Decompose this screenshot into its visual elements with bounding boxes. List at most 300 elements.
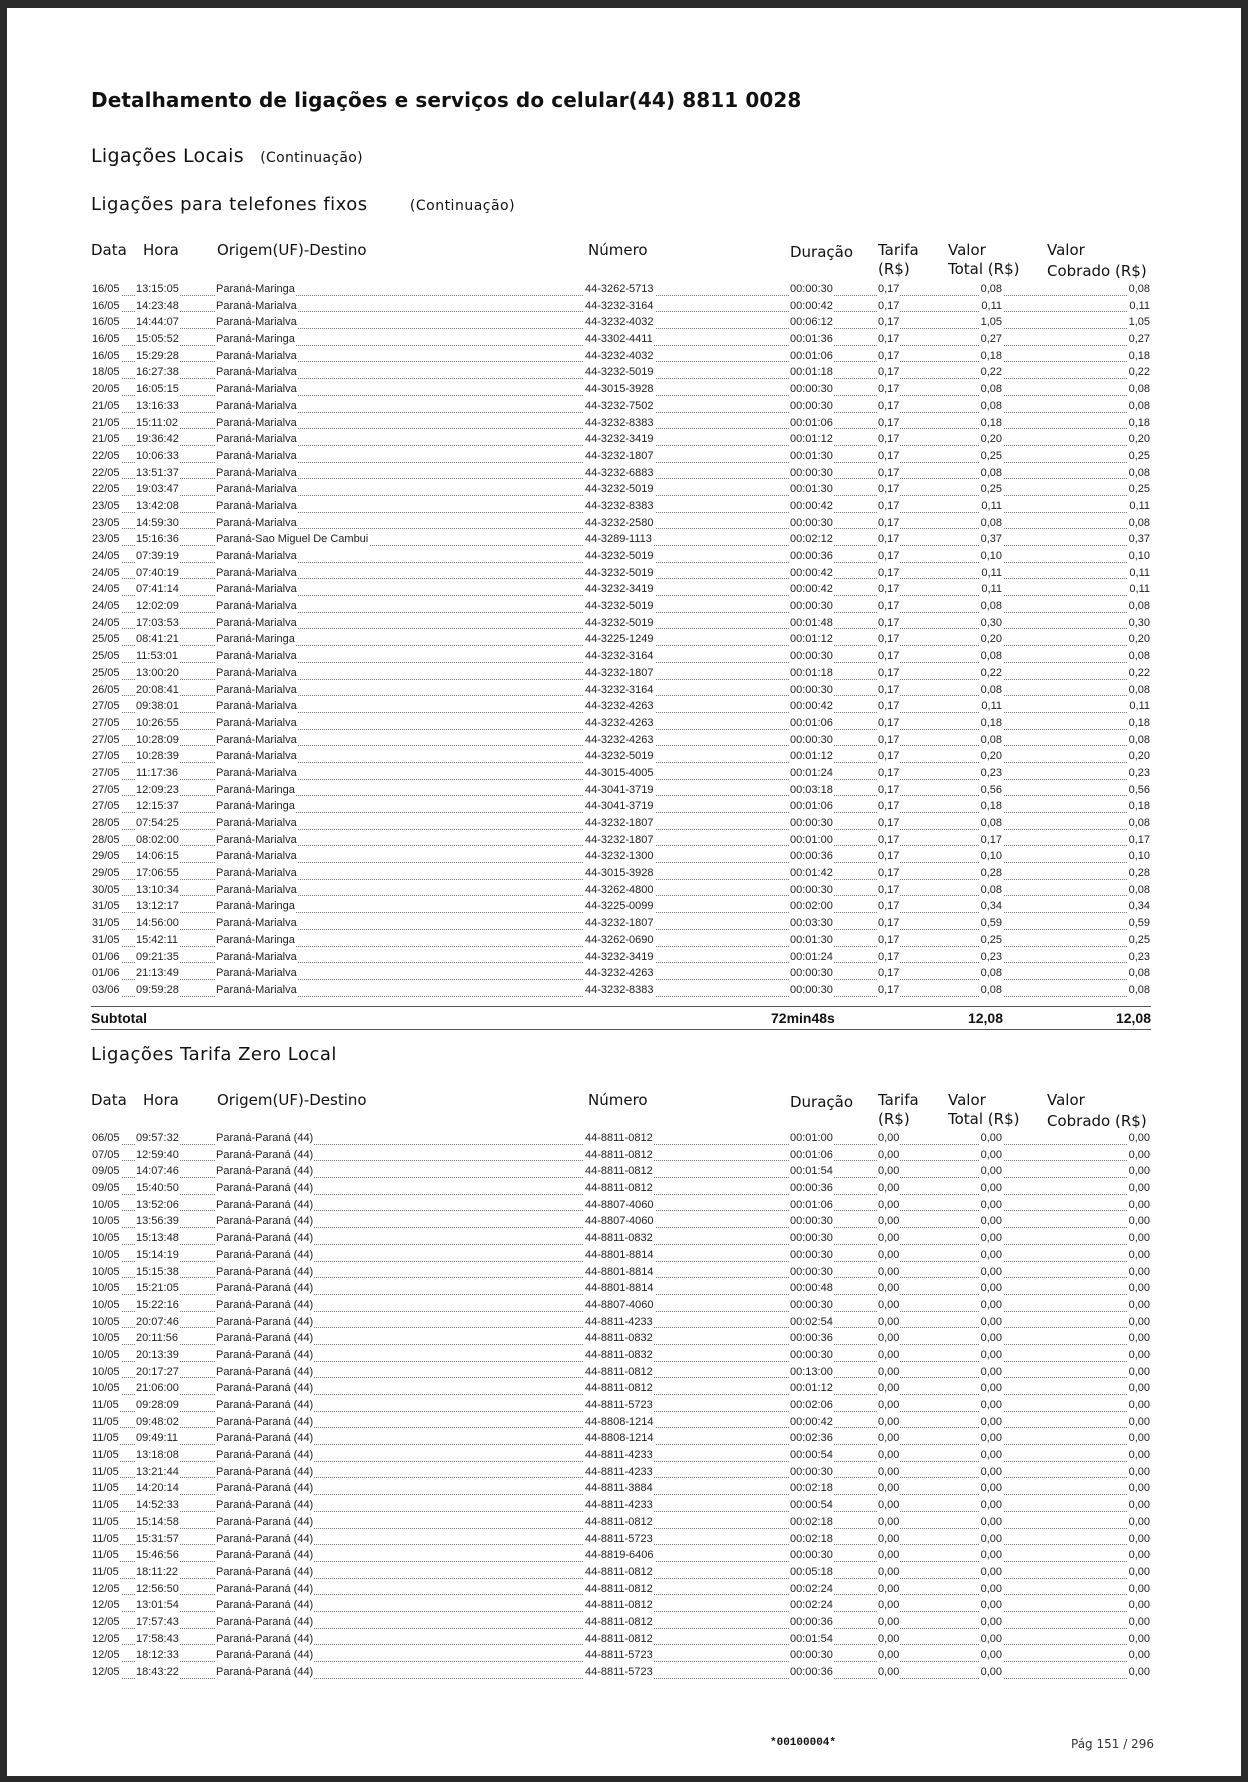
cell-numero: 44-3232-8383 (585, 983, 654, 996)
cell-origem: Paraná-Paraná (44) (216, 1315, 314, 1328)
subtotal-valor-total: 12,08 (967, 1010, 1003, 1026)
cell-valor-cobrado: 0,10 (1128, 850, 1150, 863)
table-row (91, 849, 1151, 866)
cell-tarifa: 0,17 (878, 933, 900, 946)
subtotal-duracao: 72min48s (771, 1010, 835, 1026)
cell-data: 12/05 (92, 1615, 120, 1628)
cell-numero: 44-8811-5723 (585, 1649, 653, 1662)
table-row (91, 582, 1151, 599)
cell-origem: Paraná-Paraná (44) (216, 1565, 314, 1578)
cell-hora: 09:57:32 (136, 1132, 179, 1144)
cell-valor-cobrado: 0,00 (1128, 1615, 1150, 1628)
cell-numero: 44-3232-3419 (585, 950, 654, 963)
cell-origem: Paraná-Paraná (44) (216, 1515, 314, 1528)
cell-numero: 44-8811-5723 (585, 1532, 653, 1545)
cell-duracao: 00:01:24 (790, 766, 833, 779)
cell-valor-cobrado: 0,17 (1128, 833, 1150, 846)
cell-numero: 44-3232-4263 (585, 967, 654, 980)
cell-valor-total: 0,08 (980, 650, 1002, 663)
cell-origem: Paraná-Marialva (216, 483, 297, 496)
cell-numero: 44-8811-0812 (585, 1615, 653, 1628)
cell-duracao: 00:01:24 (790, 950, 833, 963)
cell-duracao: 00:00:36 (790, 1332, 833, 1345)
cell-hora: 09:49:11 (136, 1432, 179, 1445)
cell-hora: 20:11:56 (136, 1332, 179, 1345)
cell-valor-total: 0,27 (980, 333, 1002, 346)
cell-origem: Paraná-Marialva (216, 583, 297, 596)
table-row (91, 716, 1151, 733)
cell-hora: 15:14:58 (136, 1515, 179, 1528)
cell-valor-cobrado: 0,00 (1128, 1415, 1150, 1428)
col-data: Data (91, 1091, 127, 1109)
cell-hora: 13:56:39 (136, 1215, 179, 1228)
cell-valor-cobrado: 0,18 (1128, 349, 1150, 362)
cell-hora: 13:18:08 (136, 1449, 179, 1462)
cell-hora: 10:28:39 (136, 750, 179, 763)
cell-hora: 21:13:49 (136, 967, 179, 980)
cell-valor-total: 0,00 (980, 1499, 1002, 1512)
cell-tarifa: 0,17 (878, 950, 900, 963)
col-valor-cobrado: Valor (1047, 241, 1085, 259)
cell-valor-total: 0,00 (980, 1282, 1002, 1295)
cell-duracao: 00:01:30 (790, 449, 833, 462)
cell-origem: Paraná-Marialva (216, 449, 297, 462)
cell-valor-cobrado: 0,00 (1128, 1315, 1150, 1328)
cell-data: 11/05 (92, 1515, 119, 1528)
cell-hora: 17:58:43 (136, 1632, 179, 1645)
cell-tarifa: 0,00 (878, 1482, 900, 1495)
cell-tarifa: 0,17 (878, 433, 900, 446)
cell-origem: Paraná-Marialva (216, 716, 297, 729)
table-row (91, 1164, 1151, 1181)
cell-origem: Paraná-Marialva (216, 733, 297, 746)
cell-tarifa: 0,17 (878, 366, 900, 379)
cell-duracao: 00:13:00 (790, 1365, 833, 1378)
cell-origem: Paraná-Paraná (44) (216, 1298, 314, 1311)
cell-tarifa: 0,17 (878, 533, 900, 546)
cell-hora: 18:12:33 (136, 1649, 179, 1662)
cell-numero: 44-3015-3928 (585, 383, 654, 396)
table-row (91, 599, 1151, 616)
cell-numero: 44-3232-5019 (585, 750, 654, 763)
cell-duracao: 00:00:30 (790, 683, 833, 696)
cell-valor-cobrado: 0,00 (1128, 1332, 1150, 1345)
cell-hora: 14:52:33 (136, 1499, 179, 1512)
cell-tarifa: 0,17 (878, 499, 900, 512)
cell-hora: 13:12:17 (136, 900, 179, 913)
cell-valor-cobrado: 0,25 (1128, 449, 1150, 462)
table-row (91, 1582, 1151, 1599)
cell-origem: Paraná-Paraná (44) (216, 1232, 314, 1245)
cell-origem: Paraná-Sao Miguel De Cambui (216, 533, 369, 546)
cell-hora: 14:06:15 (136, 850, 179, 863)
cell-valor-cobrado: 0,00 (1128, 1198, 1150, 1211)
cell-hora: 09:28:09 (136, 1399, 179, 1411)
subtotal-valor-cobrado: 12,08 (1115, 1010, 1151, 1026)
cell-data: 10/05 (92, 1282, 120, 1295)
cell-hora: 08:41:21 (136, 633, 179, 646)
cell-tarifa: 0,17 (878, 800, 900, 813)
cell-data: 16/05 (92, 333, 120, 346)
cell-valor-cobrado: 0,00 (1128, 1532, 1150, 1545)
cell-valor-total: 0,08 (980, 683, 1002, 696)
cell-data: 11/05 (92, 1499, 119, 1512)
cell-numero: 44-3232-6883 (585, 466, 654, 479)
cell-origem: Paraná-Paraná (44) (216, 1499, 314, 1512)
cell-valor-total: 0,00 (980, 1532, 1002, 1545)
col-valor-cobrado: Valor (1047, 1091, 1085, 1109)
cell-hora: 13:52:06 (136, 1198, 179, 1211)
cell-tarifa: 0,17 (878, 399, 900, 412)
table-row (91, 365, 1151, 382)
cell-origem: Paraná-Marialva (216, 967, 297, 980)
cell-duracao: 00:02:12 (790, 533, 833, 546)
cell-numero: 44-3015-4005 (585, 766, 654, 779)
cell-origem: Paraná-Maringa (216, 900, 295, 913)
cell-origem: Paraná-Marialva (216, 650, 297, 663)
table-row (91, 1465, 1151, 1482)
cell-valor-cobrado: 0,59 (1128, 917, 1150, 930)
cell-valor-total: 0,00 (980, 1148, 1002, 1161)
cell-duracao: 00:00:30 (790, 817, 833, 829)
cell-origem: Paraná-Paraná (44) (216, 1449, 314, 1462)
cell-tarifa: 0,17 (878, 349, 900, 362)
cell-origem: Paraná-Marialva (216, 750, 297, 763)
table-row (91, 683, 1151, 700)
cell-data: 24/05 (92, 583, 120, 596)
cell-valor-cobrado: 0,20 (1128, 750, 1150, 763)
cell-tarifa: 0,17 (878, 316, 900, 329)
cell-tarifa: 0,00 (878, 1432, 900, 1445)
cell-tarifa: 0,00 (878, 1565, 900, 1578)
cell-numero: 44-8811-5723 (585, 1666, 653, 1678)
cell-tarifa: 0,17 (878, 550, 900, 562)
cell-hora: 20:13:39 (136, 1348, 179, 1361)
page-number: Pág 151 / 296 (1071, 1737, 1154, 1751)
cell-hora: 15:42:11 (136, 933, 179, 946)
cell-valor-total: 0,00 (980, 1232, 1002, 1245)
cell-tarifa: 0,00 (878, 1148, 900, 1161)
cell-numero: 44-3232-5019 (585, 550, 654, 562)
cell-duracao: 00:00:30 (790, 383, 833, 396)
cell-duracao: 00:05:18 (790, 1565, 833, 1578)
subtotal-label: Subtotal (91, 1010, 147, 1026)
section-title: Ligações Locais (91, 145, 244, 167)
cell-duracao: 00:00:30 (790, 1232, 833, 1245)
cell-hora: 15:11:02 (136, 416, 179, 429)
cell-hora: 07:54:25 (136, 817, 179, 829)
cell-numero: 44-8808-1214 (585, 1432, 654, 1445)
cell-valor-total: 0,00 (980, 1365, 1002, 1378)
cell-numero: 44-3225-0099 (585, 900, 654, 913)
cell-origem: Paraná-Paraná (44) (216, 1549, 314, 1562)
col-tarifa: Tarifa (878, 241, 919, 259)
cell-valor-total: 0,23 (980, 766, 1002, 779)
table-row (91, 466, 1151, 483)
cell-duracao: 00:00:42 (790, 700, 833, 713)
table-row (91, 315, 1151, 332)
cell-data: 07/05 (92, 1148, 120, 1161)
cell-valor-total: 0,08 (980, 883, 1002, 896)
cell-duracao: 00:00:36 (790, 1182, 833, 1195)
cell-valor-cobrado: 0,00 (1128, 1132, 1150, 1144)
cell-valor-total: 0,00 (980, 1399, 1002, 1411)
cell-valor-cobrado: 0,00 (1128, 1649, 1150, 1662)
cell-data: 12/05 (92, 1649, 120, 1662)
table-row (91, 1381, 1151, 1398)
cell-tarifa: 0,17 (878, 900, 900, 913)
cell-tarifa: 0,17 (878, 616, 900, 629)
cell-duracao: 00:00:30 (790, 283, 833, 295)
cell-origem: Paraná-Marialva (216, 616, 297, 629)
cell-hora: 10:06:33 (136, 449, 179, 462)
cell-tarifa: 0,00 (878, 1666, 900, 1678)
cell-valor-total: 0,20 (980, 633, 1002, 646)
col-duracao: Duração (790, 243, 854, 261)
cell-tarifa: 0,00 (878, 1582, 900, 1595)
cell-valor-cobrado: 0,08 (1128, 983, 1150, 996)
cell-valor-total: 0,25 (980, 933, 1002, 946)
cell-data: 28/05 (92, 817, 120, 829)
section-continuation: (Continuação) (260, 150, 363, 166)
cell-valor-total: 0,11 (981, 299, 1002, 312)
table-row (91, 549, 1151, 566)
cell-tarifa: 0,17 (878, 583, 900, 596)
cell-data: 10/05 (92, 1315, 120, 1328)
cell-valor-total: 0,08 (980, 983, 1002, 996)
cell-valor-total: 0,34 (980, 900, 1002, 913)
cell-duracao: 00:03:30 (790, 917, 833, 930)
cell-numero: 44-8811-0812 (585, 1515, 653, 1528)
cell-hora: 13:21:44 (136, 1465, 179, 1478)
cell-numero: 44-3232-4263 (585, 716, 654, 729)
cell-valor-total: 0,00 (980, 1248, 1002, 1261)
cell-numero: 44-3232-5019 (585, 616, 654, 629)
cell-tarifa: 0,17 (878, 650, 900, 663)
cell-origem: Paraná-Paraná (44) (216, 1415, 314, 1428)
cell-origem: Paraná-Paraná (44) (216, 1465, 314, 1478)
cell-data: 10/05 (92, 1265, 120, 1278)
cell-origem: Paraná-Marialva (216, 817, 297, 829)
cell-hora: 13:00:20 (136, 666, 179, 679)
cell-duracao: 00:00:30 (790, 733, 833, 746)
table-row (91, 1632, 1151, 1649)
cell-origem: Paraná-Marialva (216, 516, 297, 529)
cell-tarifa: 0,17 (878, 716, 900, 729)
cell-origem: Paraná-Maringa (216, 333, 295, 346)
cell-duracao: 00:00:30 (790, 1465, 833, 1478)
cell-valor-total: 0,30 (980, 616, 1002, 629)
table-row (91, 749, 1151, 766)
fixos-subtotal (91, 1006, 1151, 1030)
cell-numero: 44-8808-1214 (585, 1415, 654, 1428)
cell-valor-cobrado: 0,00 (1128, 1499, 1150, 1512)
col-valor-cobrado-2: Cobrado (R$) (1047, 1112, 1147, 1130)
cell-data: 31/05 (92, 917, 120, 930)
table-row (91, 983, 1151, 1000)
cell-duracao: 00:00:54 (790, 1449, 833, 1462)
cell-duracao: 00:00:30 (790, 1265, 833, 1278)
col-numero: Número (588, 1091, 648, 1109)
cell-data: 23/05 (92, 499, 120, 512)
cell-tarifa: 0,17 (878, 283, 900, 295)
tarifa-zero-column-header (91, 1090, 1151, 1134)
cell-numero: 44-3232-3419 (585, 433, 654, 446)
cell-data: 01/06 (92, 950, 120, 963)
table-row (91, 1131, 1151, 1148)
cell-data: 11/05 (92, 1415, 119, 1428)
cell-data: 31/05 (92, 933, 120, 946)
cell-tarifa: 0,17 (878, 633, 900, 646)
cell-valor-total: 0,10 (980, 850, 1002, 863)
cell-hora: 18:11:22 (136, 1565, 179, 1578)
cell-valor-total: 0,00 (980, 1315, 1002, 1328)
table-row (91, 933, 1151, 950)
cell-numero: 44-8811-0812 (585, 1148, 653, 1161)
cell-origem: Paraná-Paraná (44) (216, 1399, 314, 1411)
cell-valor-total: 0,11 (981, 499, 1002, 512)
cell-origem: Paraná-Paraná (44) (216, 1332, 314, 1345)
cell-hora: 10:26:55 (136, 716, 179, 729)
cell-duracao: 00:00:36 (790, 550, 833, 562)
col-tarifa: Tarifa (878, 1091, 919, 1109)
cell-valor-total: 0,18 (980, 716, 1002, 729)
cell-valor-cobrado: 0,00 (1128, 1182, 1150, 1195)
cell-valor-cobrado: 0,00 (1128, 1248, 1150, 1261)
cell-numero: 44-3232-5019 (585, 366, 654, 379)
cell-origem: Paraná-Paraná (44) (216, 1532, 314, 1545)
cell-hora: 15:15:38 (136, 1265, 179, 1278)
cell-origem: Paraná-Paraná (44) (216, 1348, 314, 1361)
cell-data: 24/05 (92, 600, 120, 613)
tarifa-zero-title: Ligações Tarifa Zero Local (91, 1044, 337, 1065)
cell-valor-total: 0,08 (980, 516, 1002, 529)
cell-tarifa: 0,17 (878, 750, 900, 763)
cell-origem: Paraná-Marialva (216, 917, 297, 930)
cell-valor-total: 0,00 (980, 1482, 1002, 1495)
cell-duracao: 00:01:06 (790, 349, 833, 362)
table-row (91, 649, 1151, 666)
cell-valor-cobrado: 0,00 (1128, 1265, 1150, 1278)
cell-valor-cobrado: 0,22 (1128, 366, 1150, 379)
col-tarifa-unit: (R$) (878, 260, 910, 278)
cell-origem: Paraná-Paraná (44) (216, 1599, 314, 1612)
cell-numero: 44-8811-0812 (585, 1132, 653, 1144)
cell-valor-cobrado: 0,00 (1128, 1599, 1150, 1612)
cell-duracao: 00:01:06 (790, 1148, 833, 1161)
cell-duracao: 00:01:18 (790, 666, 833, 679)
cell-valor-total: 0,00 (980, 1615, 1002, 1628)
cell-data: 16/05 (92, 299, 120, 312)
cell-numero: 44-3232-1807 (585, 817, 654, 829)
cell-data: 20/05 (92, 383, 120, 396)
cell-tarifa: 0,17 (878, 917, 900, 930)
cell-numero: 44-8811-0812 (585, 1165, 653, 1178)
cell-valor-cobrado: 0,00 (1128, 1282, 1150, 1295)
cell-valor-cobrado: 0,08 (1128, 883, 1150, 896)
cell-data: 12/05 (92, 1632, 120, 1645)
cell-numero: 44-8811-0812 (585, 1565, 653, 1578)
cell-origem: Paraná-Marialva (216, 550, 297, 562)
cell-numero: 44-3232-3419 (585, 583, 654, 596)
cell-hora: 17:06:55 (136, 867, 179, 880)
cell-valor-cobrado: 1,05 (1128, 316, 1150, 329)
cell-valor-total: 0,17 (980, 833, 1002, 846)
cell-duracao: 00:00:30 (790, 399, 833, 412)
cell-data: 27/05 (92, 716, 120, 729)
cell-numero: 44-3262-0690 (585, 933, 654, 946)
cell-hora: 15:46:56 (136, 1549, 179, 1562)
cell-data: 11/05 (92, 1432, 119, 1445)
table-row (91, 632, 1151, 649)
cell-tarifa: 0,00 (878, 1165, 900, 1178)
cell-data: 27/05 (92, 800, 120, 813)
col-numero: Número (588, 241, 648, 259)
cell-valor-total: 0,00 (980, 1215, 1002, 1228)
cell-duracao: 00:00:54 (790, 1499, 833, 1512)
cell-duracao: 00:00:30 (790, 983, 833, 996)
cell-valor-cobrado: 0,00 (1128, 1348, 1150, 1361)
cell-duracao: 00:01:54 (790, 1632, 833, 1645)
cell-tarifa: 0,17 (878, 483, 900, 496)
cell-numero: 44-8811-3884 (585, 1482, 653, 1495)
cell-valor-total: 0,00 (980, 1449, 1002, 1462)
cell-valor-total: 0,08 (980, 399, 1002, 412)
cell-hora: 12:02:09 (136, 600, 179, 613)
cell-duracao: 00:01:36 (790, 333, 833, 346)
cell-numero: 44-3015-3928 (585, 867, 654, 880)
cell-data: 10/05 (92, 1365, 120, 1378)
cell-data: 23/05 (92, 533, 120, 546)
cell-data: 10/05 (92, 1232, 120, 1245)
cell-valor-cobrado: 0,18 (1128, 800, 1150, 813)
cell-hora: 14:07:46 (136, 1165, 179, 1178)
cell-numero: 44-8811-5723 (585, 1399, 653, 1411)
table-row (91, 1148, 1151, 1165)
cell-valor-cobrado: 0,30 (1128, 616, 1150, 629)
col-origem: Origem(UF)-Destino (217, 1091, 367, 1109)
table-row (91, 1231, 1151, 1248)
table-row (91, 1315, 1151, 1332)
cell-tarifa: 0,00 (878, 1332, 900, 1345)
cell-valor-total: 0,00 (980, 1632, 1002, 1645)
cell-valor-total: 0,08 (980, 283, 1002, 295)
cell-duracao: 00:00:30 (790, 1649, 833, 1662)
cell-hora: 20:07:46 (136, 1315, 179, 1328)
cell-origem: Paraná-Maringa (216, 283, 295, 295)
cell-numero: 44-3262-4800 (585, 883, 654, 896)
cell-hora: 12:15:37 (136, 800, 179, 813)
table-row (91, 1214, 1151, 1231)
cell-duracao: 00:01:30 (790, 483, 833, 496)
cell-hora: 21:06:00 (136, 1382, 179, 1395)
cell-valor-total: 0,00 (980, 1666, 1002, 1678)
cell-tarifa: 0,00 (878, 1549, 900, 1562)
cell-valor-cobrado: 0,18 (1128, 716, 1150, 729)
cell-valor-cobrado: 0,00 (1128, 1549, 1150, 1562)
cell-hora: 07:40:19 (136, 566, 179, 579)
cell-duracao: 00:00:42 (790, 1415, 833, 1428)
cell-origem: Paraná-Marialva (216, 700, 297, 713)
cell-valor-cobrado: 0,00 (1128, 1582, 1150, 1595)
cell-data: 12/05 (92, 1599, 120, 1612)
cell-numero: 44-3232-4032 (585, 316, 654, 329)
cell-data: 11/05 (92, 1565, 119, 1578)
cell-valor-cobrado: 0,23 (1128, 950, 1150, 963)
cell-data: 24/05 (92, 616, 120, 629)
cell-hora: 11:17:36 (136, 766, 179, 779)
cell-valor-cobrado: 0,00 (1128, 1465, 1150, 1478)
